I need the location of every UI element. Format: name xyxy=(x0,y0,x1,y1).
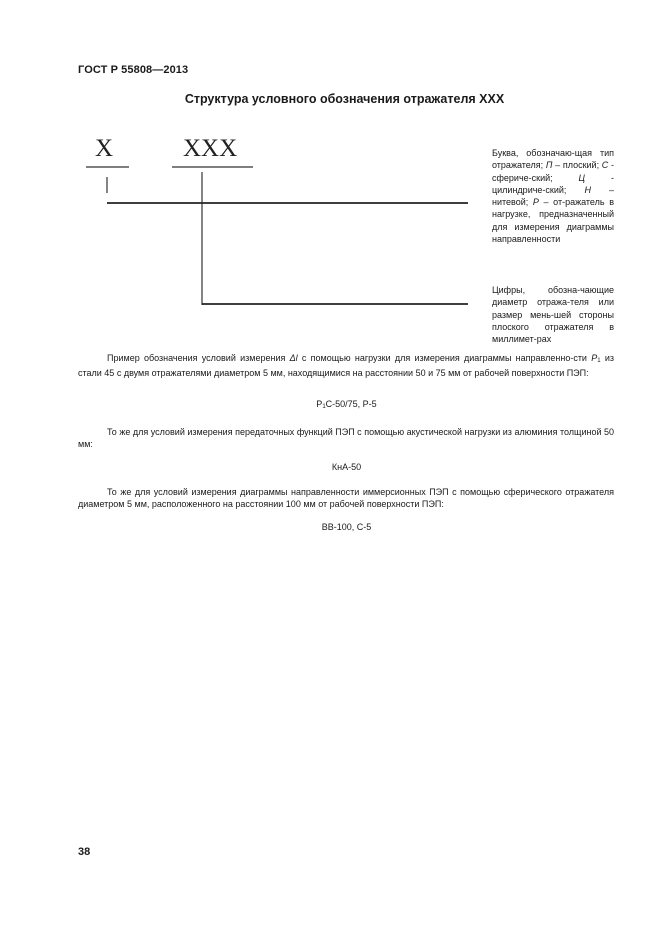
letter-symbol: X xyxy=(95,135,114,162)
section-title: Структура условного обозначения отражателя ХХХ xyxy=(184,92,505,106)
example-formula-1: $Р_1С-50/75$, Р-5 xyxy=(316,399,377,410)
digits-description: Цифры, обозна-чающие диаметр отража-теля или размер мень-шей стороны плоского отражателя в миллимет-рах xyxy=(492,285,614,345)
letter-description: Буква, обозначаю-щая тип отражателя; П – плоский; С - сфериче-ский; Ц - цилиндриче-ский; Н – нитевой; Р – от-ражатель в нагрузке, предназначенный для измерения диаграммы направленности xyxy=(492,148,615,245)
example-paragraph-1: Пример обозначения условий измерения Δl с помощью нагрузки для измерения диаграммы направленно-сти $Р_1$ из стали 45 с двумя отражателями диаметром 5 мм, находящимися на расстоянии 50 и 75 мм от рабочей поверхности ПЭП: xyxy=(78,353,615,379)
example-paragraph-2: То же для условий измерения передаточных функций ПЭП с помощью акустической нагрузки из алюминия толщиной 50 мм: xyxy=(78,427,614,450)
document-code: ГОСТ Р 55808—2013 xyxy=(78,64,189,76)
example-paragraph-3: То же для условий измерения диаграммы направленности иммерсионных ПЭП с помощью сферического отражателя диаметром 5 мм, расположенного на расстоянии 100 мм от рабочей поверхности ПЭП: xyxy=(78,487,614,510)
digits-symbol: XXX xyxy=(183,135,238,162)
page-number: 38 xyxy=(78,846,91,858)
example-formula-2: КнА-50 xyxy=(331,462,362,472)
example-formula-3: ВВ-100, С-5 xyxy=(321,522,372,532)
